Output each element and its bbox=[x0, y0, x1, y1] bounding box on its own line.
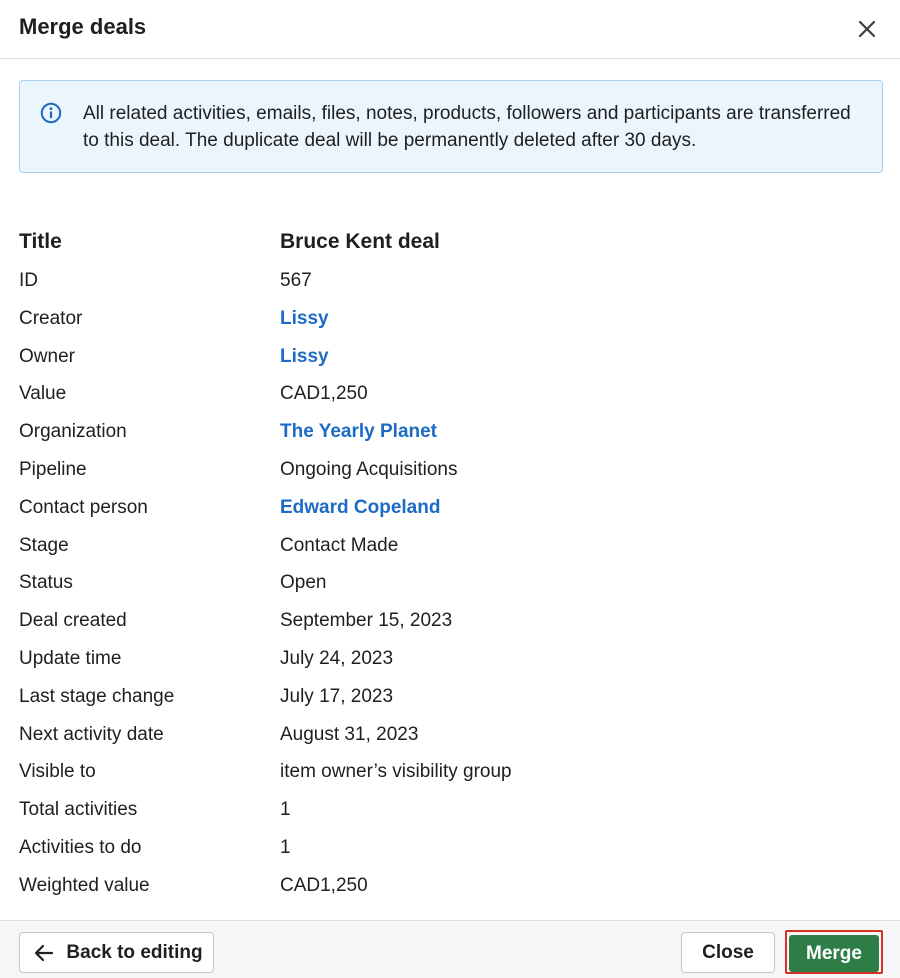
dialog-footer bbox=[0, 920, 900, 978]
field-label: Activities to do bbox=[19, 836, 142, 858]
field-label: Title bbox=[19, 230, 62, 253]
field-value-link[interactable]: The Yearly Planet bbox=[280, 421, 438, 443]
field-label: Organization bbox=[19, 421, 127, 443]
field-row bbox=[0, 451, 900, 489]
field-value: Open bbox=[280, 572, 327, 594]
info-icon bbox=[40, 102, 62, 124]
merge-button[interactable]: Merge bbox=[789, 935, 879, 972]
field-row bbox=[0, 338, 900, 376]
close-button[interactable]: Close bbox=[681, 932, 775, 973]
field-value: Contact Made bbox=[280, 534, 399, 556]
field-label: Visible to bbox=[19, 761, 96, 783]
field-row bbox=[0, 413, 900, 451]
field-label: Weighted value bbox=[19, 874, 150, 896]
field-label: Total activities bbox=[19, 799, 138, 821]
field-row bbox=[0, 867, 900, 905]
field-label: Deal created bbox=[19, 610, 127, 632]
field-row bbox=[0, 300, 900, 338]
notice-text: All related activities, emails, files, notes, products, followers and participants are transferred to this deal. The duplicate deal will be permanently deleted after 30 days. bbox=[83, 103, 851, 151]
field-value: 1 bbox=[280, 836, 291, 858]
info-notice bbox=[19, 80, 883, 173]
field-value: 567 bbox=[280, 270, 312, 291]
field-value: CAD1,250 bbox=[280, 874, 368, 896]
field-value: September 15, 2023 bbox=[280, 610, 453, 632]
field-label: Last stage change bbox=[19, 685, 175, 707]
field-row bbox=[0, 489, 900, 527]
field-row bbox=[0, 602, 900, 640]
field-value: July 17, 2023 bbox=[280, 685, 394, 707]
close-icon[interactable] bbox=[852, 14, 882, 44]
field-row bbox=[0, 716, 900, 754]
field-row bbox=[0, 262, 900, 300]
merge-button-highlight bbox=[785, 930, 883, 974]
dialog-title: Merge deals bbox=[19, 14, 147, 39]
field-label: Pipeline bbox=[19, 458, 87, 480]
field-row bbox=[0, 640, 900, 678]
field-label: Owner bbox=[19, 345, 75, 367]
field-row bbox=[0, 222, 900, 262]
field-label: Next activity date bbox=[19, 723, 164, 745]
field-label: Contact person bbox=[19, 496, 148, 518]
field-row bbox=[0, 375, 900, 413]
field-row bbox=[0, 829, 900, 867]
field-label: Value bbox=[19, 383, 67, 405]
field-row bbox=[0, 564, 900, 602]
field-value: July 24, 2023 bbox=[280, 647, 394, 669]
arrow-left-icon bbox=[34, 944, 54, 962]
field-row bbox=[0, 791, 900, 829]
field-row bbox=[0, 678, 900, 716]
field-value-link[interactable]: Edward Copeland bbox=[280, 496, 441, 518]
field-label: ID bbox=[19, 270, 38, 291]
field-label: Update time bbox=[19, 647, 122, 669]
back-to-editing-button[interactable] bbox=[19, 932, 214, 973]
field-row bbox=[0, 527, 900, 565]
field-value-link[interactable]: Lissy bbox=[280, 345, 329, 367]
dialog-header bbox=[0, 0, 900, 59]
field-value: Bruce Kent deal bbox=[280, 230, 440, 253]
field-value: August 31, 2023 bbox=[280, 723, 419, 745]
field-value: CAD1,250 bbox=[280, 383, 368, 405]
field-label: Stage bbox=[19, 534, 69, 556]
field-value: Ongoing Acquisitions bbox=[280, 458, 458, 480]
back-to-editing-label: Back to editing bbox=[66, 941, 203, 963]
field-label: Status bbox=[19, 572, 73, 594]
field-value: 1 bbox=[280, 799, 291, 821]
field-value-link[interactable]: Lissy bbox=[280, 307, 329, 329]
field-label: Creator bbox=[19, 307, 83, 329]
field-value: item owner’s visibility group bbox=[280, 761, 512, 783]
deal-fields bbox=[0, 222, 900, 905]
field-row bbox=[0, 753, 900, 791]
